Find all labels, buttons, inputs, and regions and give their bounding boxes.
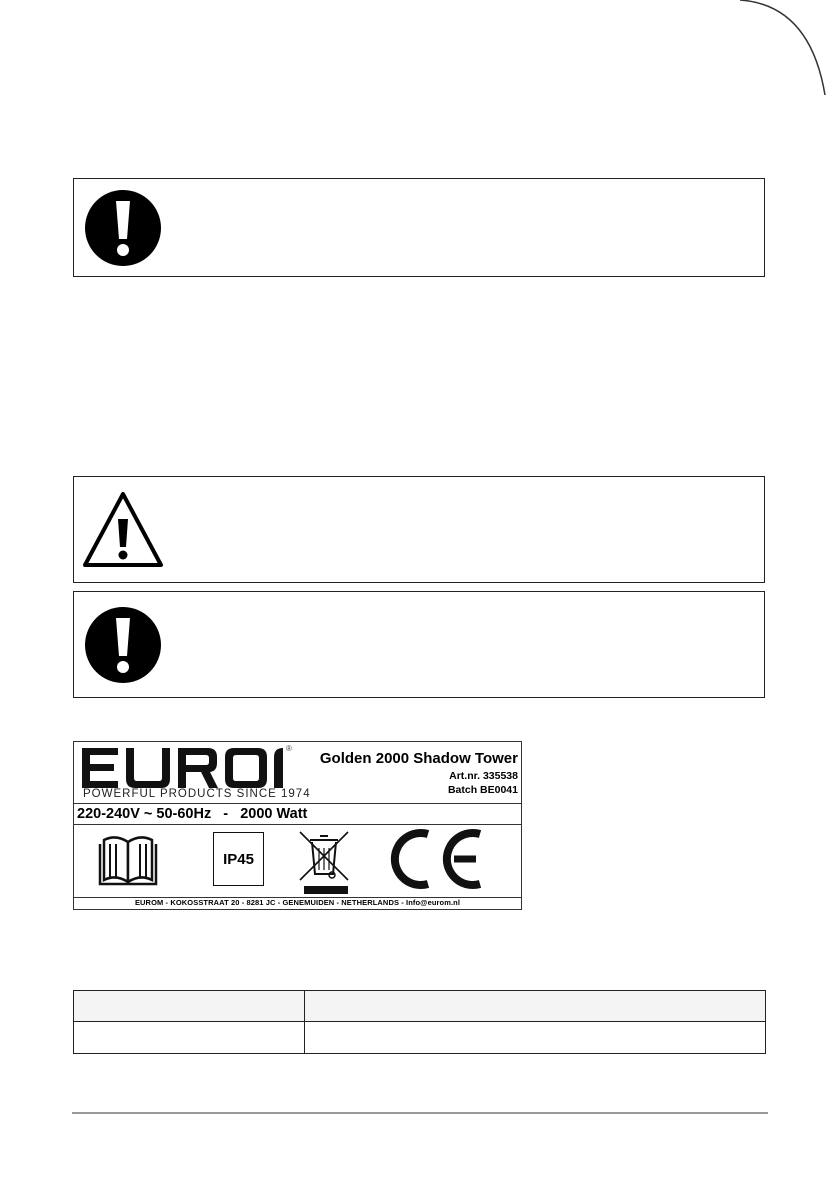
spec-table (73, 990, 766, 1054)
warning-triangle-icon (82, 489, 164, 571)
table-header-cell (74, 991, 305, 1022)
product-name: Golden 2000 Shadow Tower (319, 750, 518, 767)
weee-crossed-bin-icon (296, 828, 352, 896)
page-corner-fold (740, 0, 840, 95)
batch-number: Batch BE0041 (447, 784, 518, 796)
electrical-rating: 220-240V ~ 50-60Hz - 2000 Watt (77, 806, 308, 822)
label-divider (74, 803, 521, 804)
article-number: Art.nr. 335538 (449, 770, 518, 782)
manual-book-icon (96, 834, 160, 888)
brand-slogan: POWERFUL PRODUCTS SINCE 1974 (83, 788, 311, 800)
notice-box-3 (73, 591, 765, 698)
exclamation-circle-icon (82, 187, 164, 269)
notice-box-2 (73, 476, 765, 583)
notice-text-1 (174, 189, 754, 266)
rating-label (73, 741, 522, 910)
eurom-logo (82, 748, 292, 788)
exclamation-circle-icon (82, 604, 164, 686)
footer-rule (72, 1112, 768, 1114)
table-cell (74, 1022, 305, 1054)
notice-text-2 (174, 487, 754, 572)
ce-mark-icon (388, 828, 486, 890)
notice-box-1 (73, 178, 765, 277)
ip45-badge-icon: IP45 (213, 832, 264, 886)
notice-text-3 (174, 602, 754, 687)
manufacturer-address: EUROM - KOKOSSTRAAT 20 - 8281 JC - GENEMUIDEN - NETHERLANDS - Info@eurom.nl (134, 898, 461, 907)
table-row (74, 1022, 766, 1054)
table-header-cell (305, 991, 766, 1022)
label-divider (74, 824, 521, 825)
table-header-row (74, 991, 766, 1022)
registered-mark: ® (286, 744, 292, 753)
table-cell (305, 1022, 766, 1054)
